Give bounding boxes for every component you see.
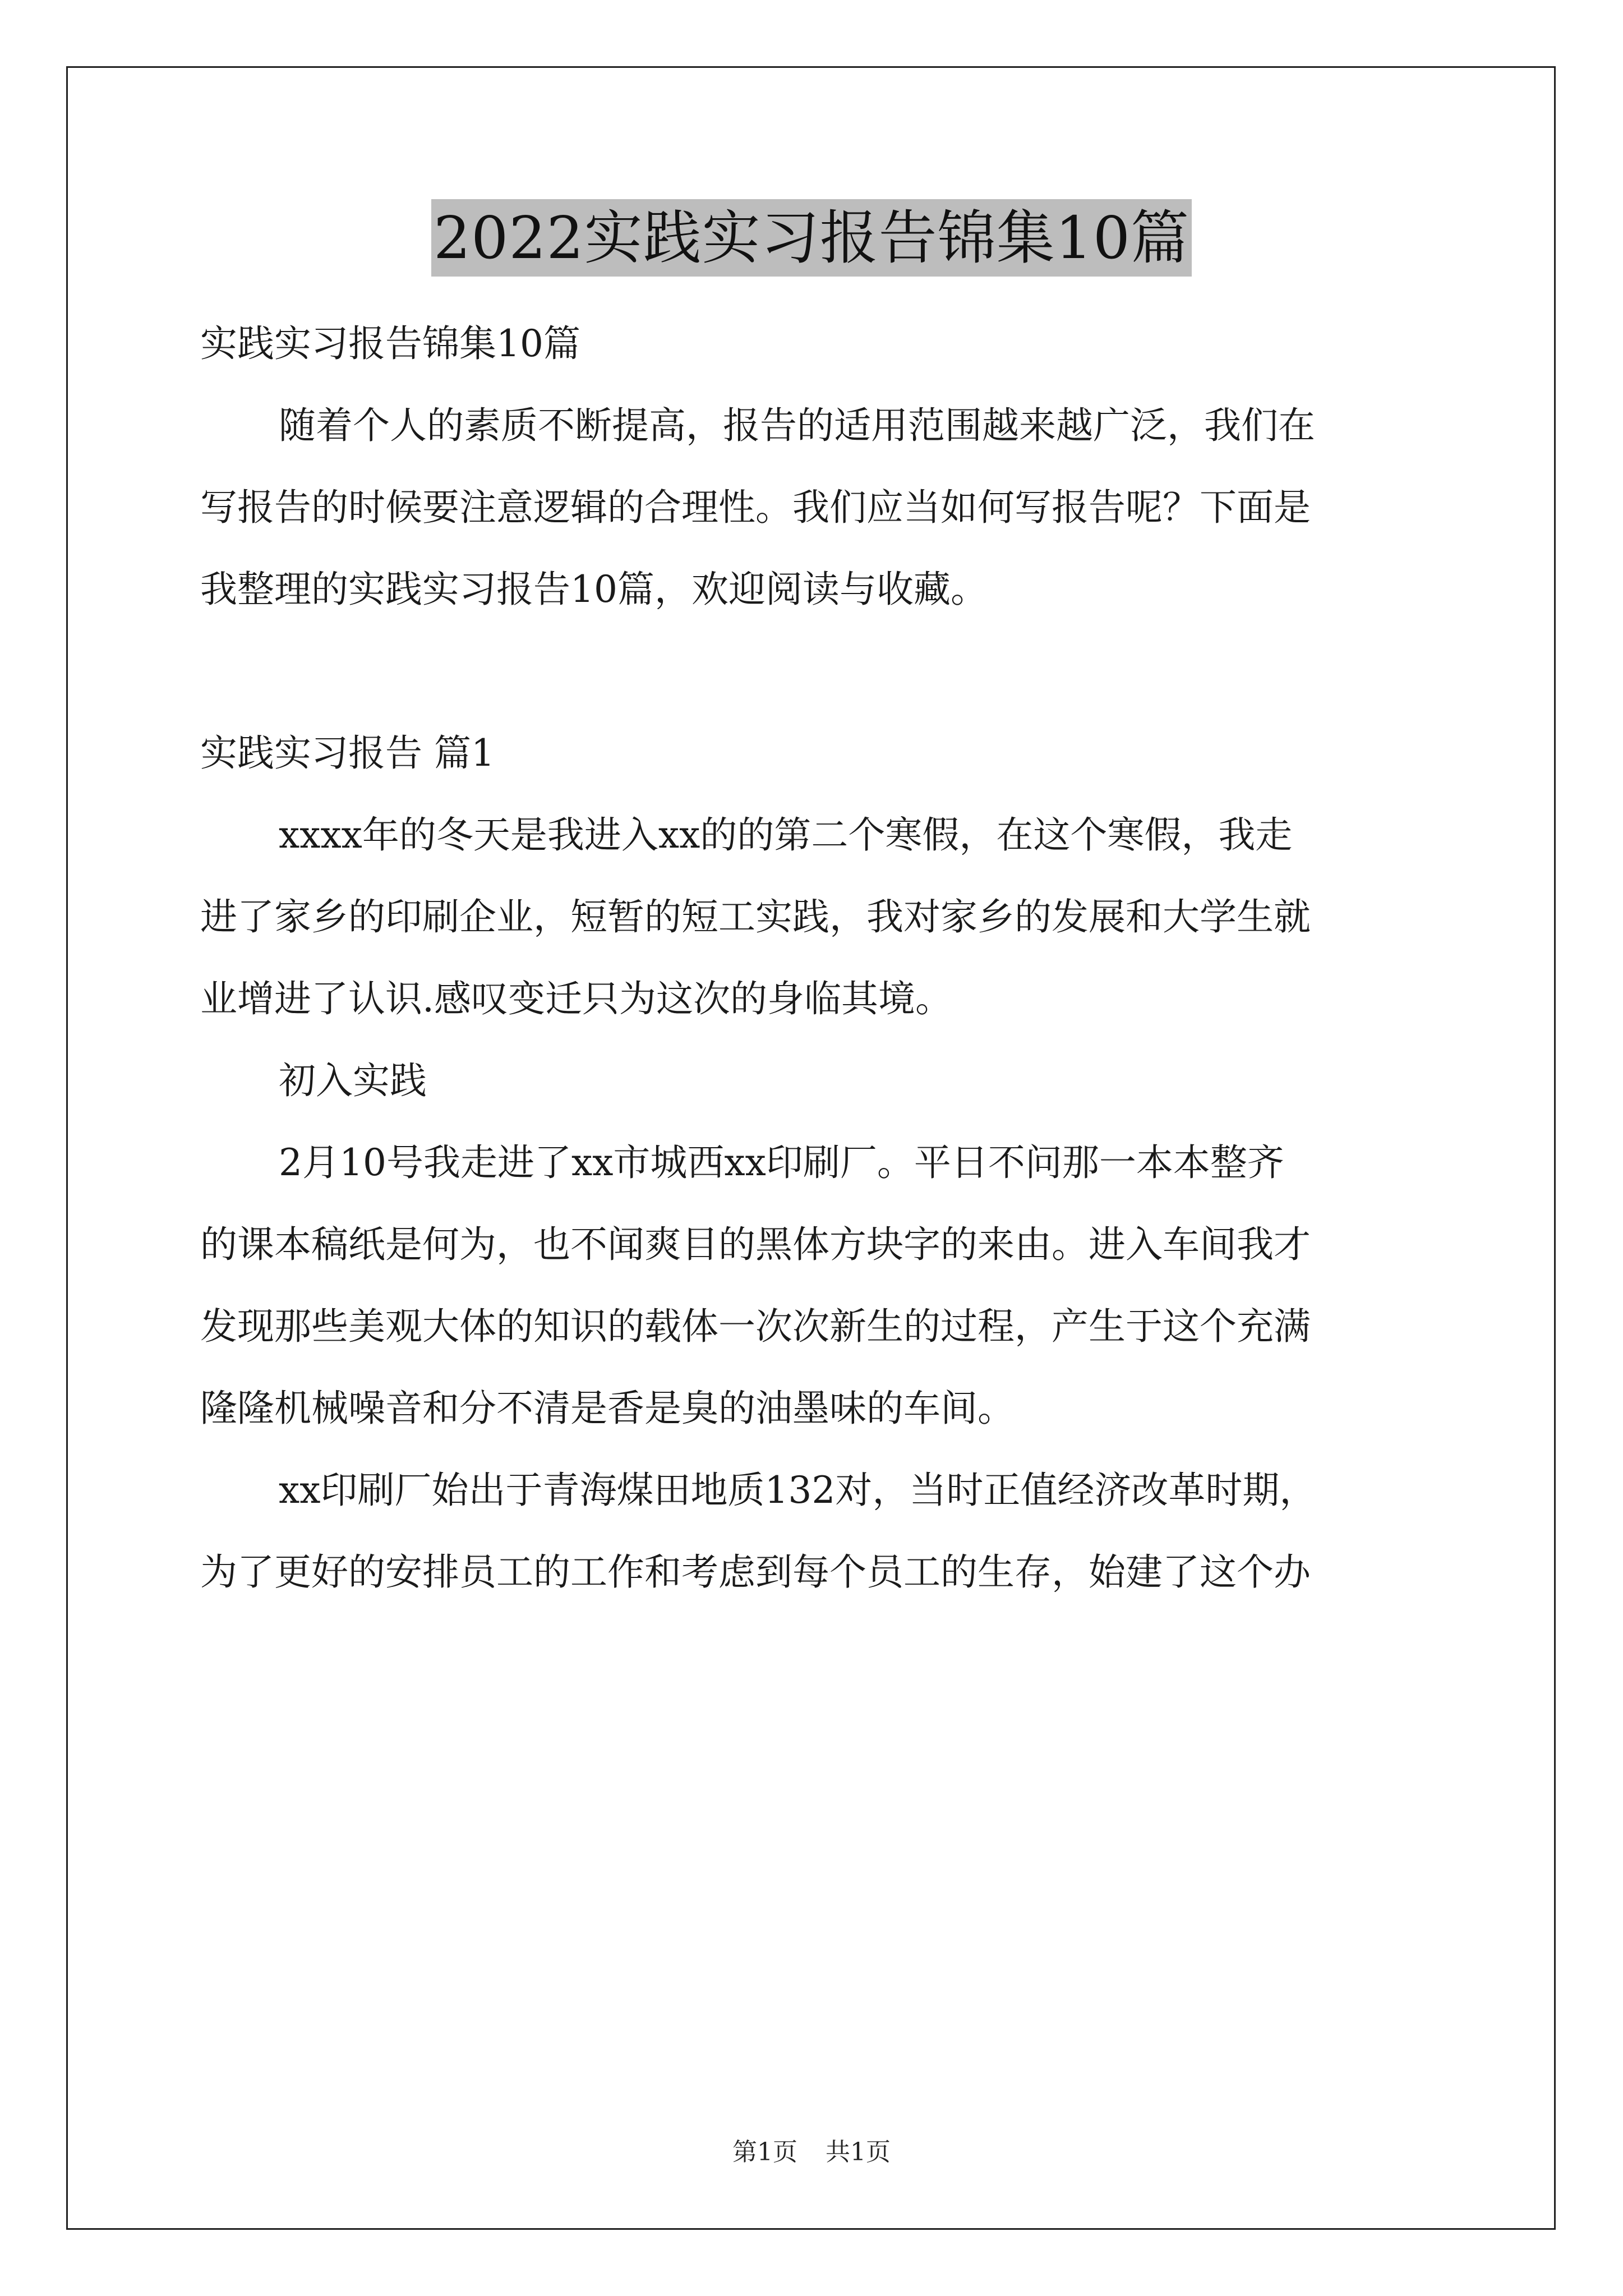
section-heading: 实践实习报告 篇1 [200, 731, 495, 775]
subtitle: 实践实习报告锦集10篇 [200, 322, 580, 365]
subheading-initial-practice: 初入实践 [279, 1059, 427, 1102]
document-body [200, 303, 1428, 1613]
paragraph-gap [200, 631, 1428, 712]
section-line-7: 发现那些美观大体的知识的载体一次次新生的过程，产生于这个充满 [200, 1305, 1311, 1348]
section-line-2: 进了家乡的印刷企业，短暂的短工实践，我对家乡的发展和大学生就 [200, 895, 1311, 938]
intro-line-2: 写报告的时候要注意逻辑的合理性。我们应当如何写报告呢？下面是 [200, 486, 1311, 529]
title-container [0, 199, 1623, 277]
intro-line-1: 随着个人的素质不断提高，报告的适用范围越来越广泛，我们在 [279, 404, 1315, 447]
intro-line-3: 我整理的实践实习报告10篇，欢迎阅读与收藏。 [200, 568, 988, 611]
page-number: 第1页 [732, 2138, 797, 2166]
section-line-9: xx印刷厂始出于青海煤田地质132对，当时正值经济改革时期， [279, 1469, 1317, 1512]
section-line-10: 为了更好的安排员工的工作和考虑到每个员工的生存，始建了这个办 [200, 1550, 1311, 1594]
section-line-8: 隆隆机械噪音和分不清是香是臭的油墨味的车间。 [200, 1387, 1015, 1430]
section-line-3: 业增进了认识.感叹变迁只为这次的身临其境。 [200, 977, 952, 1020]
section-line-1: xxxx年的冬天是我进入xx的的第二个寒假，在这个寒假，我走 [279, 813, 1293, 857]
document-title: 2022实践实习报告锦集10篇 [431, 199, 1192, 277]
page-footer [0, 2132, 1623, 2168]
section-line-5: 2月10号我走进了xx市城西xx印刷厂。平日不问那一本本整齐 [279, 1141, 1284, 1184]
page-total: 共1页 [826, 2138, 891, 2166]
section-line-6: 的课本稿纸是何为，也不闻爽目的黑体方块字的来由。进入车间我才 [200, 1223, 1311, 1266]
